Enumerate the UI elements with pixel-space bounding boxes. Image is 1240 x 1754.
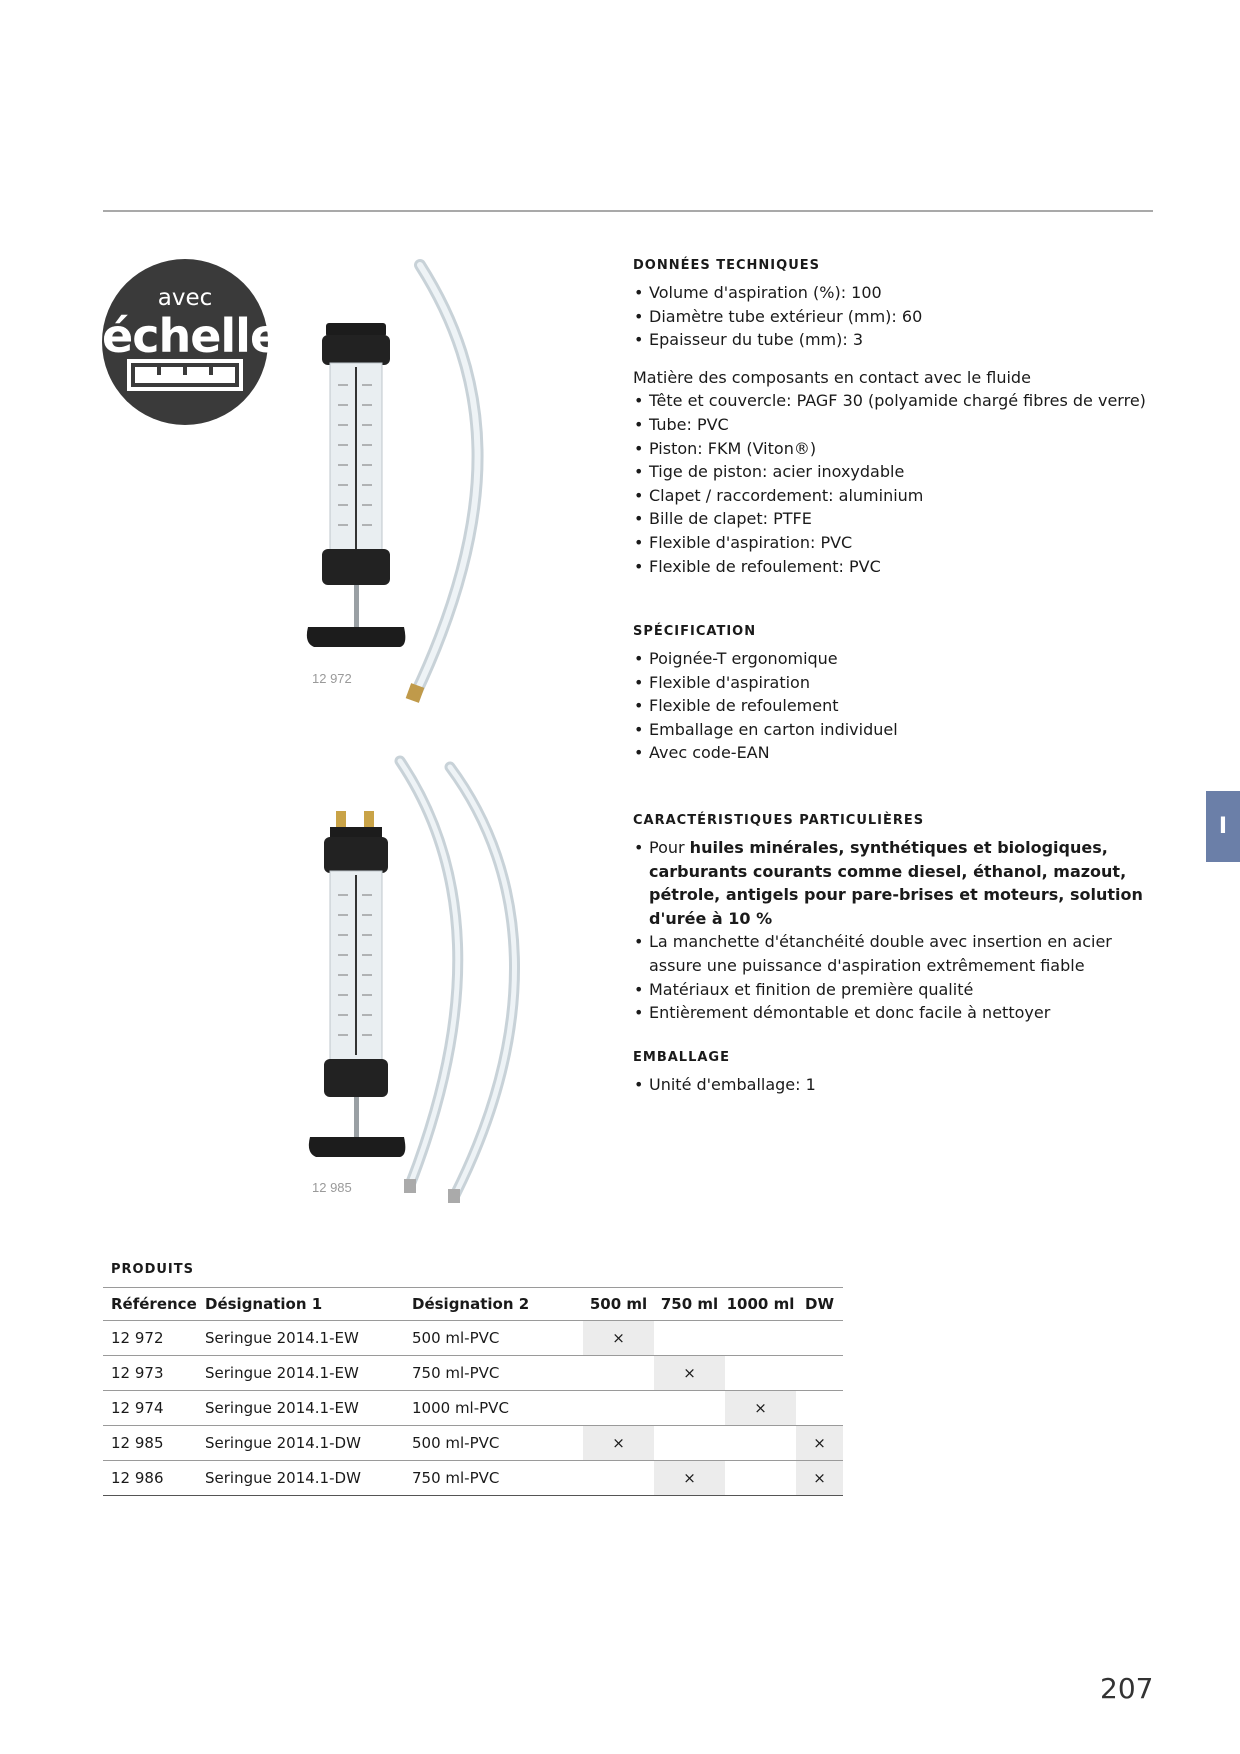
header-designation-1: Désignation 1 [205,1288,412,1321]
list-item: • Volume d'aspiration (%): 100 [633,281,1153,305]
cell-1000ml [725,1321,796,1356]
ruler-icon [127,359,243,391]
technical-data-section [633,258,1153,578]
list-item: • La manchette d'étanchéité double avec insertion en acier assure une puissance d'aspiration extrêmement fiable [633,930,1153,977]
cell-reference: 12 973 [103,1356,205,1391]
badge-small-text: avec [157,285,213,311]
list-item: • Tige de piston: acier inoxydable [633,460,1153,484]
cell-dw: × [796,1426,843,1461]
list-item: • Tube: PVC [633,413,1153,437]
list-item [633,836,1153,930]
list-item: • Diamètre tube extérieur (mm): 60 [633,305,1153,329]
table-header-row [103,1288,843,1321]
syringe-image-single-hose [300,255,530,715]
products-table [103,1287,843,1496]
specification-list [633,647,1153,765]
feature-prefix: Pour [649,838,690,857]
list-item: • Flexible de refoulement: PVC [633,555,1153,579]
header-500ml: 500 ml [583,1288,654,1321]
list-item: • Tête et couvercle: PAGF 30 (polyamide chargé fibres de verre) [633,389,1153,413]
header-1000ml: 1000 ml [725,1288,796,1321]
cell-750ml [654,1321,725,1356]
list-item: • Bille de clapet: PTFE [633,507,1153,531]
list-item: • Entièrement démontable et donc facile à nettoyer [633,1001,1153,1025]
cell-designation-1: Seringue 2014.1-EW [205,1321,412,1356]
list-item: • Flexible d'aspiration [633,671,1153,695]
cell-1000ml: × [725,1391,796,1426]
specification-title: SPÉCIFICATION [633,624,757,639]
list-item: • Emballage en carton individuel [633,718,1153,742]
cell-designation-2: 500 ml-PVC [412,1321,583,1356]
list-item: • Avec code-EAN [633,741,1153,765]
packaging-title: EMBALLAGE [633,1050,730,1065]
cell-designation-1: Seringue 2014.1-EW [205,1391,412,1426]
cell-500ml [583,1356,654,1391]
table-row [103,1426,843,1461]
list-item: • Flexible d'aspiration: PVC [633,531,1153,555]
packaging-section [633,1050,1153,1097]
cell-designation-2: 750 ml-PVC [412,1461,583,1496]
page-number: 207 [1100,1672,1154,1705]
list-item: • Poignée-T ergonomique [633,647,1153,671]
cell-750ml [654,1391,725,1426]
cell-dw [796,1321,843,1356]
features-list [633,836,1153,1025]
cell-1000ml [725,1461,796,1496]
specification-section [633,624,1153,765]
cell-750ml: × [654,1461,725,1496]
header-dw: DW [796,1288,843,1321]
list-item: • Unité d'emballage: 1 [633,1073,1153,1097]
header-designation-2: Désignation 2 [412,1288,583,1321]
features-title: CARACTÉRISTIQUES PARTICULIÈRES [633,813,925,828]
product-caption-2: 12 985 [312,1180,352,1195]
cell-750ml [654,1426,725,1461]
cell-designation-1: Seringue 2014.1-DW [205,1461,412,1496]
cell-500ml: × [583,1426,654,1461]
materials-list [633,389,1153,578]
materials-heading: Matière des composants en contact avec le fluide [633,367,1031,387]
cell-reference: 12 974 [103,1391,205,1426]
cell-designation-1: Seringue 2014.1-EW [205,1356,412,1391]
cell-dw: × [796,1461,843,1496]
header-reference: Référence [103,1288,205,1321]
table-row [103,1391,843,1426]
badge-big-text: échelle [102,309,281,363]
cell-dw [796,1391,843,1426]
products-title: PRODUITS [111,1262,195,1277]
cell-reference: 12 986 [103,1461,205,1496]
table-row [103,1461,843,1496]
cell-500ml [583,1391,654,1426]
technical-data-list [633,281,1153,352]
cell-reference: 12 972 [103,1321,205,1356]
header-750ml: 750 ml [654,1288,725,1321]
top-divider [103,210,1153,212]
cell-500ml: × [583,1321,654,1356]
table-row [103,1321,843,1356]
chapter-tab: I [1206,791,1240,862]
syringe-image-double-hose [300,755,550,1205]
cell-designation-2: 1000 ml-PVC [412,1391,583,1426]
cell-dw [796,1356,843,1391]
list-item: • Epaisseur du tube (mm): 3 [633,328,1153,352]
cell-reference: 12 985 [103,1426,205,1461]
packaging-list [633,1073,1153,1097]
feature-bold-text: huiles minérales, synthétiques et biologiques, carburants courants comme diesel, éthanol, mazout, pétrole, antigels pour pare-brises et moteurs, solution d'urée à 10 % [649,838,1143,928]
cell-designation-1: Seringue 2014.1-DW [205,1426,412,1461]
features-section [633,813,1153,1025]
list-item: • Piston: FKM (Viton®) [633,437,1153,461]
list-item: • Clapet / raccordement: aluminium [633,484,1153,508]
technical-data-title: DONNÉES TECHNIQUES [633,258,820,273]
cell-designation-2: 500 ml-PVC [412,1426,583,1461]
cell-1000ml [725,1356,796,1391]
table-row [103,1356,843,1391]
cell-1000ml [725,1426,796,1461]
cell-designation-2: 750 ml-PVC [412,1356,583,1391]
scale-badge [102,259,281,425]
cell-500ml [583,1461,654,1496]
cell-750ml: × [654,1356,725,1391]
product-caption-1: 12 972 [312,671,352,686]
list-item: • Flexible de refoulement [633,694,1153,718]
list-item: • Matériaux et finition de première qualité [633,978,1153,1002]
